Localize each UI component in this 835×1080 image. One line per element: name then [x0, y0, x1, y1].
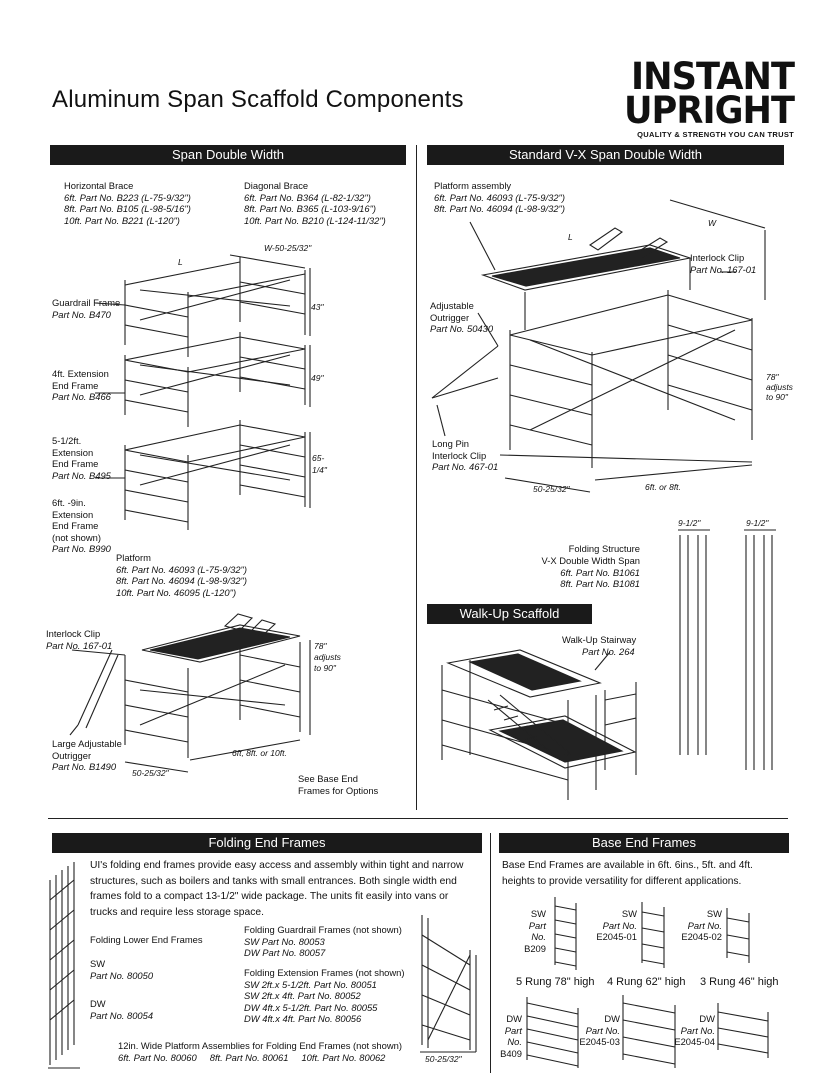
vx-folding-label: Folding Structure: [568, 543, 640, 554]
guardrail-frame-label: Guardrail Frame Part No. B470: [52, 297, 121, 320]
logo-tagline: QUALITY & STRENGTH YOU CAN TRUST: [637, 130, 794, 139]
diagonal-brace-label: Diagonal Brace 6ft. Part No. B364 (L-82-1/32") 8ft. Part No. B365 (L-103-9/16") 10ft. Part No. B210 (L-124-11/32"): [244, 180, 386, 226]
base-description: Base End Frames are available in 6ft. 6ins., 5ft. and 4ft. heights to provide versatility for different applications.: [502, 860, 753, 887]
vx-folding-drawing: [678, 530, 776, 770]
section-bar-base: Base End Frames: [499, 833, 789, 853]
large-outrigger-label: Large Adjustable Outrigger Part No. B1490: [52, 738, 122, 773]
logo-line-1: INSTANT: [630, 55, 794, 98]
vx-width: 50-25/32": [533, 484, 570, 494]
ext4-label: 4ft. Extension End Frame Part No. B466: [52, 368, 111, 403]
section-bar-span-double: Span Double Width: [50, 145, 406, 165]
base-dw3-label: DW Part No. E2045-04: [674, 1013, 715, 1048]
dim-49: 49": [311, 373, 324, 383]
section-bar-vx: Standard V-X Span Double Width: [427, 145, 784, 165]
width-left: 50-25/32": [132, 768, 169, 778]
rung-3: 3 Rung 46" high: [700, 976, 779, 988]
ext55-frame-drawing: [95, 420, 310, 530]
rung-5: 5 Rung 78" high: [516, 976, 595, 988]
folding-lower-dw: DW Part No. 80054: [90, 998, 154, 1021]
folding-end-left-drawing: [48, 862, 80, 1068]
logo-line-2: UPRIGHT: [623, 89, 794, 132]
base-dw1-label: DW Part No. B409: [500, 1013, 522, 1059]
vx-dim-length: L: [568, 232, 573, 242]
vx-platform-label: Platform assembly 6ft. Part No. 46093 (L-75-9/32") 8ft. Part No. 46094 (L-98-9/32"): [434, 180, 566, 215]
page-title: Aluminum Span Scaffold Components: [52, 86, 464, 113]
see-base-note: See Base End Frames for Options: [298, 773, 379, 796]
base-dw2-label: DW Part No. E2045-03: [579, 1013, 620, 1048]
section-bar-walkup: Walk-Up Scaffold: [427, 604, 592, 624]
horizontal-brace-label: Horizontal Brace 6ft. Part No. B223 (L-75-9/32") 8ft. Part No. B105 (L-98-5/16") 10ft. Part No. B221 (L-120"): [64, 180, 191, 226]
height-78-left: 78" adjusts to 90": [314, 641, 341, 673]
folding-lower-title: Folding Lower End Frames: [90, 934, 203, 945]
rung-4: 4 Rung 62" high: [607, 976, 686, 988]
interlock-clip-label: Interlock Clip Part No. 167-01: [46, 628, 113, 651]
base-sw2-label: SW Part No. E2045-01: [596, 908, 637, 943]
base-sw3-label: SW Part No. E2045-02: [681, 908, 722, 943]
folding-end-right-drawing: [420, 915, 476, 1052]
walkup-drawing: [442, 650, 636, 800]
base-frames-dw-drawing: [527, 995, 768, 1068]
dim-width: W-50-25/32": [264, 243, 312, 253]
ext4-frame-drawing: [95, 332, 310, 427]
ext55-label: 5-1/2ft. Extension End Frame Part No. B495: [52, 435, 111, 481]
span-double-assembly-drawing: [70, 614, 310, 772]
section-bar-folding: Folding End Frames: [52, 833, 482, 853]
ext6-label: 6ft. -9in. Extension End Frame (not shown) Part No. B990: [52, 497, 111, 555]
walkup-label: Walk-Up Stairway Part No. 264: [562, 634, 637, 657]
folding-lower-sw: SW Part No. 80050: [90, 958, 154, 981]
vx-dim-a: 9-1/2": [678, 518, 701, 528]
vx-outrigger-label: Adjustable Outrigger Part No. 50430: [430, 300, 494, 335]
folding-guardrail: Folding Guardrail Frames (not shown) SW Part No. 80053 DW Part No. 80057: [244, 924, 402, 959]
vx-interlock-label: Interlock Clip Part No. 167-01: [690, 252, 757, 275]
platform-label: Platform 6ft. Part No. 46093 (L-75-9/32") 8ft. Part No. 46094 (L-98-9/32") 10ft. Part No. 46095 (L-120"): [116, 552, 248, 598]
vx-folding-sub: V-X Double Width Span 6ft. Part No. B1061 8ft. Part No. B1081: [541, 555, 640, 590]
guardrail-frame-drawing: [95, 255, 310, 357]
base-frames-sw-drawing: [555, 897, 749, 970]
vx-dim-b: 9-1/2": [746, 518, 769, 528]
vx-height: 78" adjusts to 90": [766, 372, 793, 402]
dim-65: 65- 1/4": [312, 453, 327, 475]
vx-dim-width: W: [708, 218, 717, 228]
folding-extension: Folding Extension Frames (not shown) SW 2ft.x 5-1/2ft. Part No. 80051 SW 2ft.x 4ft. Part No. 80052 DW 4ft.x 5-1/2ft. Part No. 80055 DW 4ft.x 4ft. Part No. 80056: [244, 967, 405, 1025]
folding-wide-platform: 12in. Wide Platform Assemblies for Folding End Frames (not shown) 6ft. Part No. 80060 8ft. Part No. 80061 10ft. Part No. 80062: [118, 1040, 402, 1063]
vx-longpin-label: Long Pin Interlock Clip Part No. 467-01: [432, 438, 499, 473]
folding-description: UI's folding end frames provide easy access and assembly within tight and narrow structures, such as boilers and tanks with small entrances. Both single width end frames fold to a compact 13-1/2" wide package. The units fit easily into vans or trucks and require less storage space.: [90, 860, 464, 918]
dim-length: L: [178, 257, 183, 267]
vx-lengths: 6ft. or 8ft.: [645, 482, 681, 492]
base-sw1-label: SW Part No. B209: [524, 908, 546, 954]
folding-dim: 50-25/32": [425, 1054, 462, 1064]
dim-43: 43": [311, 302, 324, 312]
lengths-left: 6ft, 8ft. or 10ft.: [232, 748, 287, 758]
vx-assembly-drawing: [432, 200, 765, 492]
